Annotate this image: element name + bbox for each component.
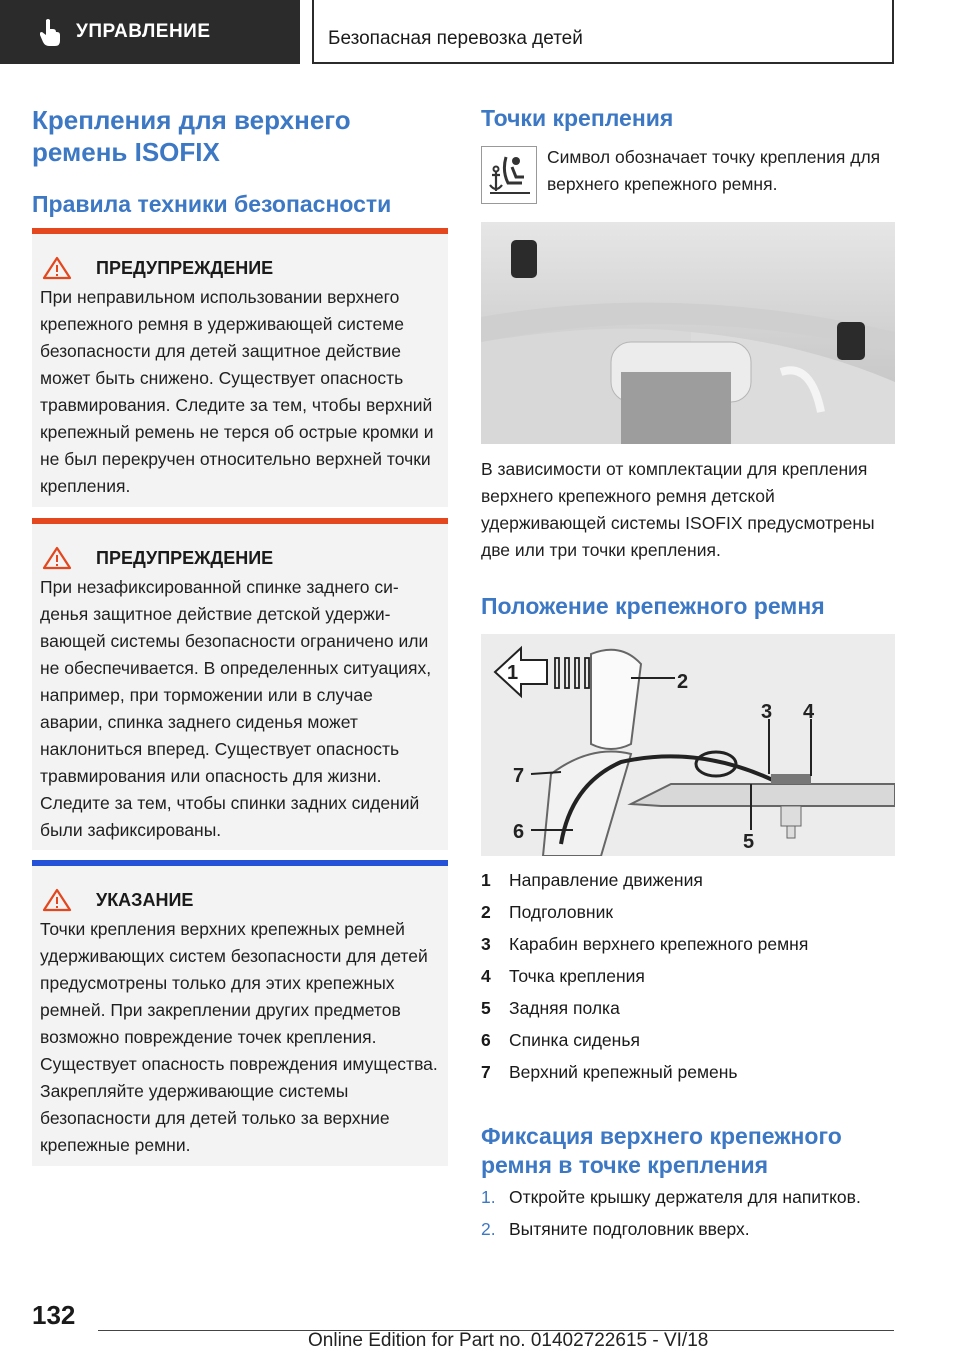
- warning-triangle-icon: [42, 888, 72, 912]
- warning-label: ПРЕДУПРЕЖДЕНИЕ: [96, 547, 274, 568]
- diagram-label-5: 5: [743, 831, 755, 853]
- warning-bar: [32, 518, 448, 524]
- warning-label: ПРЕДУПРЕЖДЕНИЕ: [96, 257, 274, 278]
- section-subtitle: Правила техники безопасности: [32, 191, 392, 217]
- notice-text: Точки крепления верхних крепежных ремней удерживающих систем безопасности для детей предусмотрены только для этих крепежных ремней. При закреплении других предметов возможно повреждение точек крепления. Существует опасность повреждения имущества. Закрепляйте удерживающие системы безопасности для детей только за верхние крепежные ремни.: [40, 919, 438, 1155]
- diagram-label-2: 2: [677, 671, 689, 693]
- legend-text: Спинка сиденья: [509, 1030, 640, 1050]
- legend-item: [481, 963, 645, 990]
- legend-item: [481, 1059, 738, 1086]
- strap-position-diagram: [481, 634, 895, 856]
- warning-bar: [32, 228, 448, 234]
- step-item: [481, 1216, 750, 1243]
- anchor-title: Точки крепления: [481, 105, 674, 131]
- variants-text: В зависимости от комплектации для крепления верхнего крепежного ремня детской удерживающей системы ISOFIX предусмотрены две или три точки крепления.: [481, 459, 875, 560]
- legend-text: Направление движения: [509, 870, 703, 890]
- legend-text: Верхний крепежный ремень: [509, 1062, 738, 1082]
- header-underline: [312, 62, 894, 64]
- step-item: [481, 1184, 861, 1211]
- diagram-label-1: 1: [507, 662, 519, 684]
- header-divider: [312, 0, 314, 64]
- rear-shelf-illustration: [481, 222, 895, 444]
- warning-heading: [42, 546, 448, 570]
- page-title: Крепления для верхнего ремень ISOFIX: [32, 105, 351, 167]
- diagram-label-3: 3: [761, 701, 773, 723]
- hand-pointer-icon: [40, 18, 62, 46]
- warning-box-1: [32, 228, 448, 507]
- legend-item: [481, 899, 613, 926]
- diagram-label-4: 4: [803, 701, 815, 723]
- warning-box-2: [32, 518, 448, 850]
- warning-text: При незафиксированной спинке заднего сиденья защитное действие детской удерживающей системы безопасности ограничено или не обеспечивается. В определенных ситуациях, например, при торможении или в случае аварии, спинка заднего сиденья может наклониться вперед. Существует опасность травмирования или опасность для жизни. Следите за тем, чтобы спинки задних сидений были зафиксированы.: [40, 577, 432, 840]
- strap-diagram: [481, 634, 895, 856]
- notice-label: УКАЗАНИЕ: [96, 889, 194, 910]
- legend-item: [481, 931, 808, 958]
- legend-number: 7: [481, 1062, 491, 1082]
- legend-item: [481, 1027, 640, 1054]
- notice-box: [32, 860, 448, 1166]
- legend-number: 4: [481, 966, 491, 986]
- legend-text: Карабин верхнего крепежного ремня: [509, 934, 809, 954]
- header-divider-right: [892, 0, 894, 64]
- position-title: Положение крепежного ремня: [481, 593, 825, 619]
- edition-text: Online Edition for Part no. 01402722615 - VI/18: [308, 1330, 709, 1351]
- symbol-description: Символ обозначает точку крепления для верхнего крепежного ремня.: [547, 147, 881, 194]
- step-text: Вытяните подголовник вверх.: [509, 1219, 750, 1239]
- legend-number: 6: [481, 1030, 491, 1050]
- legend-text: Подголовник: [509, 902, 614, 922]
- fix-title: Фиксация верхнего крепежного ремня в точке крепления: [481, 1123, 842, 1178]
- step-number: 1.: [481, 1187, 496, 1207]
- notice-bar: [32, 860, 448, 866]
- diagram-label-7: 7: [513, 765, 525, 787]
- legend-number: 2: [481, 902, 491, 922]
- legend-text: Задняя полка: [509, 998, 620, 1018]
- step-text: Откройте крышку держателя для напитков.: [509, 1187, 861, 1207]
- notice-heading: [42, 888, 448, 912]
- warning-text: При неправильном использовании верхнего крепежного ремня в удерживающей системе безопасности для детей защитное действие может быть снижено. Существует опасность травмирования. Следите за тем, чтобы верхний крепежный ремень не терся об острые кромки и не был перекручен относительно верхней точки крепления.: [40, 287, 434, 496]
- isofix-anchor-symbol: [481, 146, 537, 204]
- section-label: УПРАВЛЕНИЕ: [76, 21, 211, 42]
- legend-item: [481, 995, 620, 1022]
- legend-number: 1: [481, 870, 491, 890]
- legend-number: 5: [481, 998, 491, 1018]
- child-seat-anchor-icon: [482, 147, 536, 203]
- page-number: 132: [32, 1300, 76, 1330]
- legend-item: [481, 867, 703, 894]
- step-number: 2.: [481, 1219, 496, 1239]
- warning-triangle-icon: [42, 256, 72, 280]
- legend-text: Точка крепления: [509, 966, 645, 986]
- anchor-points-photo: [481, 222, 895, 444]
- warning-triangle-icon: [42, 546, 72, 570]
- diagram-label-6: 6: [513, 821, 525, 843]
- warning-heading: [42, 256, 448, 280]
- section-tab[interactable]: [0, 0, 300, 64]
- legend-number: 3: [481, 934, 491, 954]
- subsection-label: Безопасная перевозка детей: [328, 28, 583, 49]
